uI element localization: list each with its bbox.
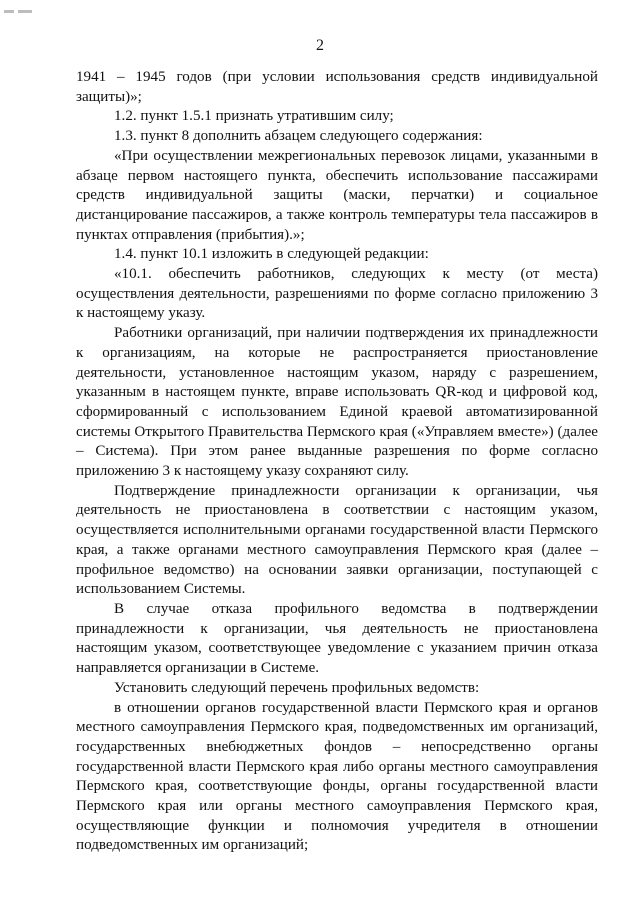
paragraph-quote-10-1: «10.1. обеспечить работников, следующих к месту (от места) осуществления деятельности, разрешениями по форме согласно приложению 3 к настоящему указу. [76, 266, 598, 322]
page-number: 2 [316, 37, 324, 54]
paragraph-quote-interregional-transport: «При осуществлении межрегиональных перевозок лицами, указанными в абзаце первом настоящего пункта, обеспечить использование пассажирами средств индивидуальной защиты (маски, перчатки) и социальное дистанцирование пассажиров, а также контроль температуры тела пассажиров в пунктах отправления (прибытия).»; [76, 147, 598, 243]
paragraph-refusal: В случае отказа профильного ведомства в подтверждении принадлежности к организации, чья деятельность не приостановлена настоящим указом, соответствующее уведомление с указанием причин отказа направляется организации в Системе. [76, 600, 598, 677]
paragraph-item-1-3: 1.3. пункт 8 дополнить абзацем следующего содержания: [114, 128, 483, 145]
paragraph-item-1-2: 1.2. пункт 1.5.1 признать утратившим силу; [114, 108, 394, 125]
paragraph-list-intro: Установить следующий перечень профильных ведомств: [114, 679, 480, 696]
scan-edge-mark [4, 0, 44, 4]
paragraph-qr-code: Работники организаций, при наличии подтверждения их принадлежности к организациям, на которые не распространяется приостановление деятельности, установленное настоящим указом, наряду с разрешением, указанным в настоящем пункте, вправе использовать QR-код и цифровой код, сформированный с использованием Единой краевой автоматизированной системы Открытого Правительства Пермского края («Управляем вместе») (далее – Система). При этом ранее выданные разрешения по форме согласно приложению 3 к настоящему указу сохраняют силу. [76, 325, 598, 480]
paragraph-confirmation: Подтверждение принадлежности организации к организации, чья деятельность не приостановлена в соответствии с настоящим указом, осуществляется исполнительными органами государственной власти Пермского края, а также органами местного самоуправления Пермского края (далее – профильное ведомство) на основании заявки организации, поступающей с использованием Системы. [76, 482, 598, 598]
paragraph-continuation: 1941 – 1945 годов (при условии использования средств индивидуальной защиты)»; [76, 69, 598, 105]
document-body [76, 68, 598, 856]
paragraph-item-1-4: 1.4. пункт 10.1 изложить в следующей редакции: [114, 246, 429, 263]
paragraph-state-bodies: в отношении органов государственной власти Пермского края и органов местного самоуправления Пермского края, подведомственных им организаций, государственных внебюджетных фондов – непосредственно органы государственной власти Пермского края либо органы местного самоуправления Пермского края, соответствующие фонды, органы государственной власти Пермского края или органы местного самоуправления Пермского края, осуществляющие функции и полномочия учредителя в отношении подведомственных им организаций; [76, 699, 598, 854]
